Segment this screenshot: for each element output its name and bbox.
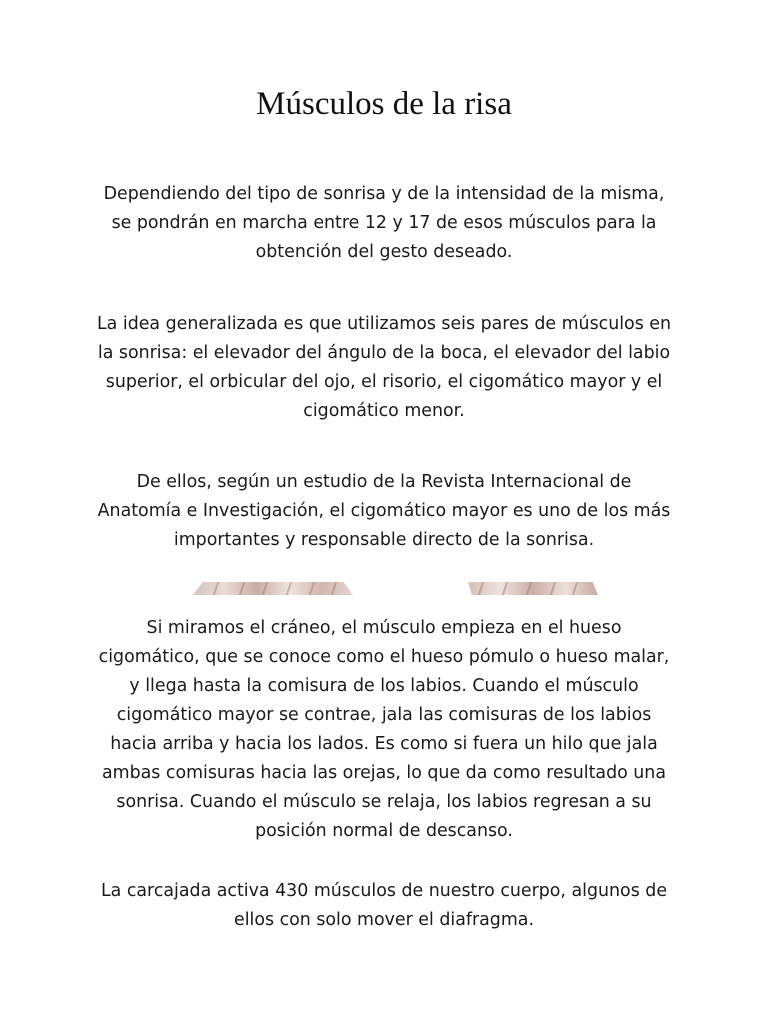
paragraph-smile-intensity: Dependiendo del tipo de sonrisa y de la intensidad de la misma, se pondrán en marcha entre 12 y 17 de esos músculos para la obtención del gesto deseado. (103, 184, 665, 262)
muscle-illustration-left (193, 582, 353, 595)
muscle-illustration-right (468, 582, 598, 595)
paragraph-skull-description: Si miramos el cráneo, el músculo empieza en el hueso cigomático, que se conoce como el hueso pómulo o hueso malar, y llega hasta la comisura de los labios. Cuando el músculo cigomático mayor se contrae, jala las comisuras de los labios hacia arriba y hacia los lados. Es como si fuera un hilo que jala ambas comisuras hacia las orejas, lo que da como resultado una sonrisa. Cuando el músculo se relaja, los labios regresan a su posición normal de descanso. (98, 618, 670, 841)
paragraph-six-muscle-pairs: La idea generalizada es que utilizamos seis pares de músculos en la sonrisa: el elevador del ángulo de la boca, el elevador del labio superior, el orbicular del ojo, el risorio, el cigomático mayor y el cigomático menor. (96, 314, 672, 421)
page-title: Músculos de la risa (256, 86, 512, 122)
paragraph-zygomatic-study: De ellos, según un estudio de la Revista Internacional de Anatomía e Investigación, el cigomático mayor es uno de los más importantes y responsable directo de la sonrisa. (97, 472, 671, 550)
paragraph-laughter-fact: La carcajada activa 430 músculos de nuestro cuerpo, algunos de ellos con solo mover el diafragma. (100, 881, 668, 930)
